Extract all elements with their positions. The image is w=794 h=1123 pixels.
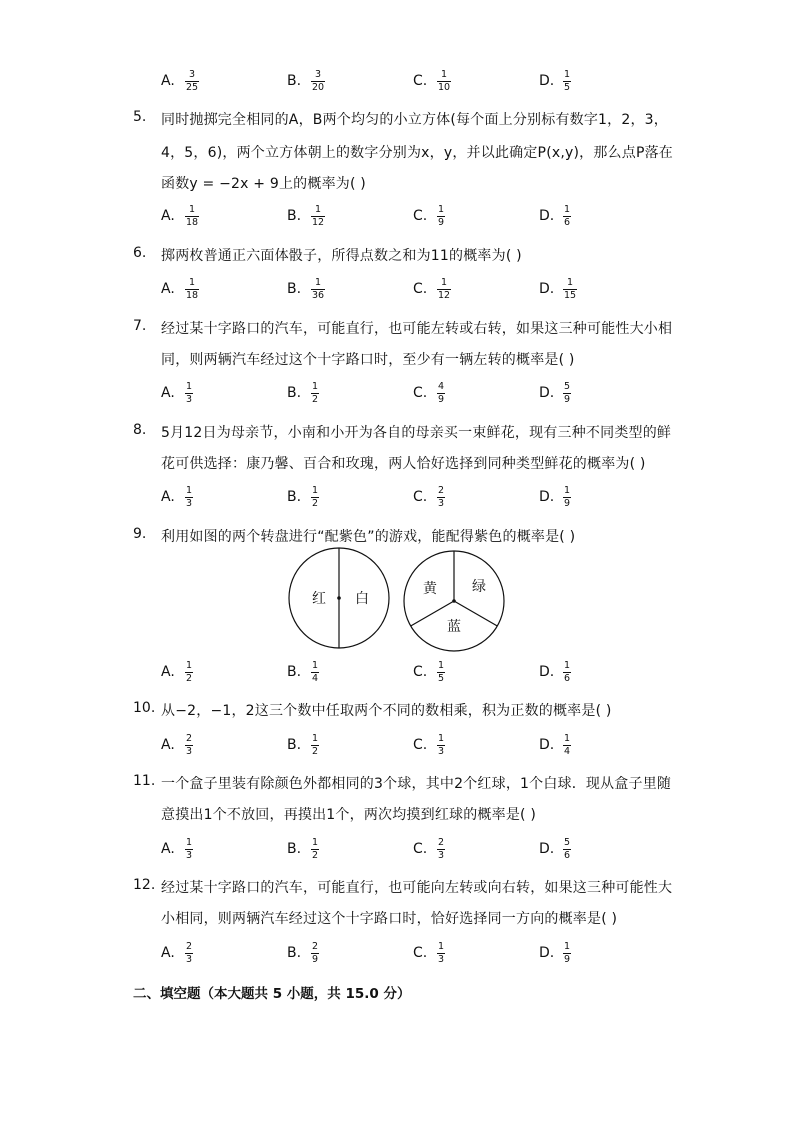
q7-option-a xyxy=(161,378,193,408)
spinner-right xyxy=(404,551,504,651)
option-fraction: $\frac{1}{2}$ xyxy=(186,659,193,684)
option-fraction: $\frac{3}{20}$ xyxy=(312,68,325,93)
option-letter: D. xyxy=(539,489,555,505)
spinner-right-yellow-label: 黄 xyxy=(423,581,437,597)
option-letter: A. xyxy=(161,73,175,89)
option-fraction: $\frac{1}{3}$ xyxy=(438,732,445,757)
option-letter: A. xyxy=(161,281,175,297)
q12-option-a xyxy=(161,938,193,968)
q8-text-line-2: 花可供选择：康乃馨、百合和玫瑰，两人恰好选择到同种类型鲜花的概率为( ) xyxy=(161,456,646,472)
option-letter: B. xyxy=(287,841,302,857)
question-number: 9. xyxy=(133,526,147,542)
q9-text-line-1: 利用如图的两个转盘进行“配紫色”的游戏，能配得紫色的概率是( ) xyxy=(161,529,576,545)
option-letter: B. xyxy=(287,489,302,505)
q11-option-b xyxy=(287,834,319,864)
option-letter: A. xyxy=(161,664,175,680)
option-fraction: $\frac{1}{3}$ xyxy=(186,836,193,861)
q11-option-d xyxy=(539,834,571,864)
option-fraction: $\frac{1}{36}$ xyxy=(312,276,325,301)
option-letter: D. xyxy=(539,945,555,961)
option-letter: B. xyxy=(287,385,302,401)
spinner-left-white-label: 白 xyxy=(355,591,369,607)
option-letter: C. xyxy=(413,737,428,753)
q7-option-c xyxy=(413,378,445,408)
option-letter: C. xyxy=(413,489,428,505)
q4-option-c xyxy=(413,66,451,96)
option-letter: B. xyxy=(287,664,302,680)
option-letter: B. xyxy=(287,281,302,297)
option-fraction: $\frac{1}{18}$ xyxy=(186,276,199,301)
option-fraction: $\frac{1}{12}$ xyxy=(312,203,325,228)
q7-text-line-1: 经过某十字路口的汽车，可能直行，也可能左转或右转，如果这三种可能性大小相 xyxy=(161,321,673,337)
q12-option-c xyxy=(413,938,445,968)
option-letter: C. xyxy=(413,945,428,961)
option-fraction: $\frac{1}{6}$ xyxy=(564,203,571,228)
q7-option-d xyxy=(539,378,571,408)
option-fraction: $\frac{1}{9}$ xyxy=(564,484,571,509)
q6-option-b xyxy=(287,274,325,304)
q12-text-line-2: 小相同，则两辆汽车经过这个十字路口时，恰好选择同一方向的概率是( ) xyxy=(161,911,618,927)
option-letter: B. xyxy=(287,73,302,89)
q10-option-c xyxy=(413,730,445,760)
option-letter: B. xyxy=(287,737,302,753)
option-fraction: $\frac{5}{6}$ xyxy=(564,836,571,861)
option-fraction: $\frac{1}{9}$ xyxy=(564,940,571,965)
option-fraction: $\frac{1}{4}$ xyxy=(564,732,571,757)
question-number: 10. xyxy=(133,700,156,716)
q11-option-a xyxy=(161,834,193,864)
option-fraction: $\frac{1}{6}$ xyxy=(564,659,571,684)
q8-text-line-1: 5月12日为母亲节，小南和小开为各自的母亲买一束鲜花，现有三种不同类型的鲜 xyxy=(161,425,672,441)
option-fraction: $\frac{2}{3}$ xyxy=(186,732,193,757)
q5-option-c xyxy=(413,201,445,231)
option-letter: D. xyxy=(539,737,555,753)
option-letter: D. xyxy=(539,664,555,680)
option-fraction: $\frac{1}{10}$ xyxy=(438,68,451,93)
question-number: 7. xyxy=(133,318,147,334)
option-letter: A. xyxy=(161,737,175,753)
option-fraction: $\frac{1}{12}$ xyxy=(438,276,451,301)
option-fraction: $\frac{1}{4}$ xyxy=(312,659,319,684)
q10-option-b xyxy=(287,730,319,760)
option-fraction: $\frac{5}{9}$ xyxy=(564,380,571,405)
spinner-left-red-label: 红 xyxy=(312,591,326,607)
option-letter: A. xyxy=(161,208,175,224)
q9-option-a xyxy=(161,657,193,687)
option-letter: C. xyxy=(413,664,428,680)
q12-option-b xyxy=(287,938,319,968)
q5-text-line-3: 函数y = −2x + 9上的概率为( ) xyxy=(161,176,366,192)
option-letter: A. xyxy=(161,489,175,505)
q10-option-a xyxy=(161,730,193,760)
option-fraction: $\frac{1}{2}$ xyxy=(312,836,319,861)
option-fraction: $\frac{1}{5}$ xyxy=(438,659,445,684)
option-letter: A. xyxy=(161,841,175,857)
spinner-left xyxy=(289,548,389,648)
option-letter: D. xyxy=(539,385,555,401)
option-letter: C. xyxy=(413,208,428,224)
option-fraction: $\frac{1}{2}$ xyxy=(312,732,319,757)
q5-text-line-2: 4，5，6)，两个立方体朝上的数字分别为x，y，并以此确定P(x,y)，那么点P落在 xyxy=(161,145,673,161)
option-fraction: $\frac{1}{15}$ xyxy=(564,276,577,301)
q9-option-b xyxy=(287,657,319,687)
option-letter: C. xyxy=(413,281,428,297)
option-letter: C. xyxy=(413,385,428,401)
option-letter: B. xyxy=(287,945,302,961)
option-fraction: $\frac{1}{3}$ xyxy=(438,940,445,965)
q9-option-c xyxy=(413,657,445,687)
option-letter: D. xyxy=(539,208,555,224)
option-letter: D. xyxy=(539,281,555,297)
option-letter: C. xyxy=(413,841,428,857)
option-fraction: $\frac{1}{9}$ xyxy=(438,203,445,228)
question-number: 12. xyxy=(133,877,156,893)
option-letter: A. xyxy=(161,945,175,961)
option-fraction: $\frac{3}{25}$ xyxy=(186,68,199,93)
option-fraction: $\frac{1}{2}$ xyxy=(312,484,319,509)
q4-option-a xyxy=(161,66,199,96)
q5-option-d xyxy=(539,201,571,231)
q7-option-b xyxy=(287,378,319,408)
q8-option-d xyxy=(539,482,571,512)
option-fraction: $\frac{2}{3}$ xyxy=(438,484,445,509)
q11-text-line-1: 一个盒子里装有除颜色外都相同的3个球，其中2个红球，1个白球．现从盒子里随 xyxy=(161,776,672,792)
q6-option-c xyxy=(413,274,451,304)
question-number: 11. xyxy=(133,773,156,789)
option-letter: D. xyxy=(539,841,555,857)
option-letter: C. xyxy=(413,73,428,89)
question-number: 5. xyxy=(133,109,147,125)
q10-text-line-1: 从−2，−1，2这三个数中任取两个不同的数相乘，积为正数的概率是( ) xyxy=(161,703,612,719)
option-fraction: $\frac{1}{3}$ xyxy=(186,484,193,509)
section-heading-fill-in: 二、填空题（本大题共 5 小题，共 15.0 分） xyxy=(133,986,411,1002)
q5-option-b xyxy=(287,201,325,231)
option-fraction: $\frac{2}{9}$ xyxy=(312,940,319,965)
q10-option-d xyxy=(539,730,571,760)
spinner-right-blue-label: 蓝 xyxy=(447,619,461,635)
q6-option-a xyxy=(161,274,199,304)
question-number: 8. xyxy=(133,422,147,438)
q12-option-d xyxy=(539,938,571,968)
q11-text-line-2: 意摸出1个不放回，再摸出1个，两次均摸到红球的概率是( ) xyxy=(161,807,536,823)
q6-text-line-1: 掷两枚普通正六面体骰子，所得点数之和为11的概率为( ) xyxy=(161,248,522,264)
q5-text-line-1: 同时抛掷完全相同的A，B两个均匀的小立方体(每个面上分别标有数字1，2，3， xyxy=(161,112,668,128)
q7-text-line-2: 同，则两辆汽车经过这个十字路口时，至少有一辆左转的概率是( ) xyxy=(161,352,575,368)
option-fraction: $\frac{1}{3}$ xyxy=(186,380,193,405)
q8-option-a xyxy=(161,482,193,512)
option-fraction: $\frac{1}{5}$ xyxy=(564,68,571,93)
option-fraction: $\frac{4}{9}$ xyxy=(438,380,445,405)
option-letter: A. xyxy=(161,385,175,401)
option-fraction: $\frac{1}{2}$ xyxy=(312,380,319,405)
q8-option-b xyxy=(287,482,319,512)
q5-option-a xyxy=(161,201,199,231)
spinners-figure xyxy=(285,547,510,655)
q11-option-c xyxy=(413,834,445,864)
q4-option-d xyxy=(539,66,571,96)
option-letter: D. xyxy=(539,73,555,89)
option-fraction: $\frac{2}{3}$ xyxy=(186,940,193,965)
question-number: 6. xyxy=(133,245,147,261)
q6-option-d xyxy=(539,274,577,304)
q9-option-d xyxy=(539,657,571,687)
option-fraction: $\frac{1}{18}$ xyxy=(186,203,199,228)
q12-text-line-1: 经过某十字路口的汽车，可能直行，也可能向左转或向右转，如果这三种可能性大 xyxy=(161,880,673,896)
q8-option-c xyxy=(413,482,445,512)
q4-option-b xyxy=(287,66,325,96)
option-fraction: $\frac{2}{3}$ xyxy=(438,836,445,861)
option-letter: B. xyxy=(287,208,302,224)
spinner-right-green-label: 绿 xyxy=(472,579,486,595)
